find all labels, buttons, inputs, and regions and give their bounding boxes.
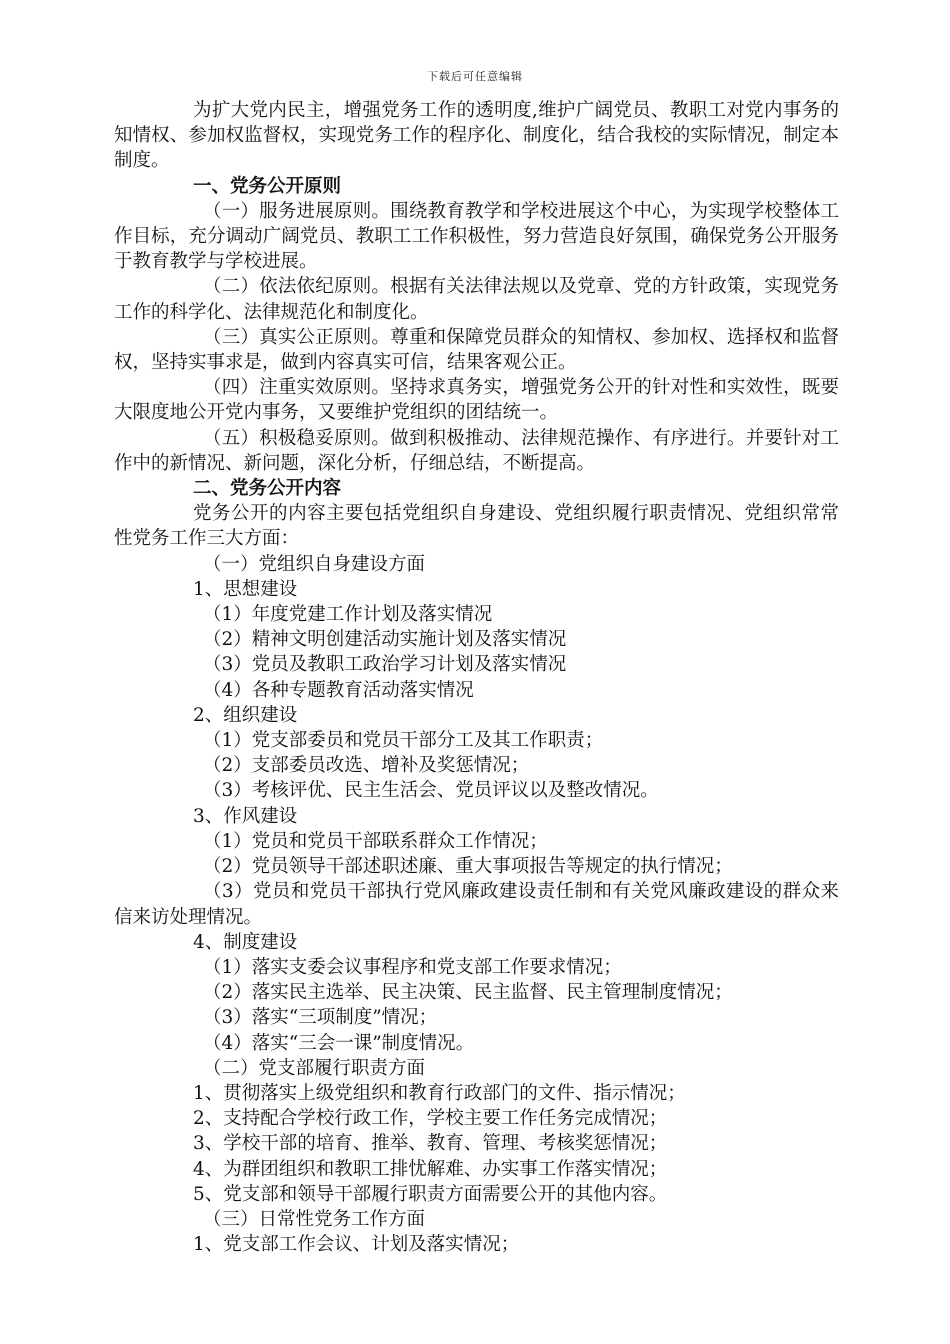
list-item: （2）支部委员改选、增补及奖惩情况； — [203, 755, 530, 777]
list-item: 1、思想建设 — [193, 578, 298, 600]
principle-paragraph-3: （三）真实公正原则。尊重和保障党员群众的知情权、参加权、选择权和监督权，坚持实事求是，做到内容真实可信，结果客观公正。 — [114, 326, 839, 374]
principle-paragraph-1: （一）服务进展原则。围绕教育教学和学校进展这个中心，为实现学校整体工作目标，充分调动广阔党员、教职工工作积极性，努力营造良好氛围，确保党务公开服务于教育教学与学校进展。 — [114, 200, 839, 273]
list-item: 3、学校干部的培育、推举、教育、管理、考核奖惩情况； — [193, 1133, 668, 1155]
list-item: （1）党支部委员和党员干部分工及其工作职责； — [203, 730, 604, 752]
principle-paragraph-4: （四）注重实效原则。坚持求真务实，增强党务公开的针对性和实效性，既要大限度地公开党内事务，又要维护党组织的团结统一。 — [114, 377, 839, 424]
list-item: （3）党员及教职工政治学习计划及落实情况 — [203, 654, 567, 676]
list-item: （1）落实支委会议事程序和党支部工作要求情况； — [203, 956, 622, 978]
list-item: 2、组织建设 — [193, 704, 298, 726]
section-heading-content: 二、党务公开内容 — [193, 478, 342, 500]
list-item: （4）各种专题教育活动落实情况 — [203, 679, 474, 701]
list-item: （2）落实民主选举、民主决策、民主监督、民主管理制度情况； — [203, 982, 733, 1004]
list-item: （1）党员和党员干部联系群众工作情况； — [203, 830, 548, 852]
section-heading-principles: 一、党务公开原则 — [193, 175, 342, 197]
principle-paragraph-5: （五）积极稳妥原则。做到积极推动、法律规范操作、有序进行。并要针对工作中的新情况、新问题，深化分析，仔细总结，不断提高。 — [114, 427, 839, 474]
list-item: 2、支持配合学校行政工作，学校主要工作任务完成情况； — [193, 1108, 668, 1130]
list-item: （4）落实“三会一课”制度情况。 — [203, 1032, 475, 1054]
list-item: 1、党支部工作会议、计划及落实情况； — [193, 1234, 520, 1256]
subsection-heading-2: （二）党支部履行职责方面 — [203, 1057, 426, 1079]
list-item: （2）精神文明创建活动实施计划及落实情况 — [203, 629, 567, 651]
list-item: 4、制度建设 — [193, 931, 298, 953]
subsection-heading-3: （三）日常性党务工作方面 — [203, 1208, 426, 1230]
list-item: 1、贯彻落实上级党组织和教育行政部门的文件、指示情况； — [193, 1082, 686, 1104]
list-item: （3）考核评优、民主生活会、党员评议以及整改情况。 — [203, 780, 659, 802]
list-item: （3）党员和党员干部执行党风廉政建设责任制和有关党风廉政建设的群众来信来访处理情况。 — [114, 881, 839, 928]
list-item: 3、作风建设 — [193, 805, 298, 827]
list-item: （3）落实“三项制度”情况； — [203, 1007, 438, 1029]
list-item: 5、党支部和领导干部履行职责方面需要公开的其他内容。 — [193, 1183, 668, 1205]
intro-paragraph: 为扩大党内民主，增强党务工作的透明度,维护广阔党员、教职工对党内事务的知情权、参加权监督权，实现党务工作的程序化、制度化，结合我校的实际情况，制定本制度。 — [114, 100, 839, 172]
header-note: 下载后可任意编辑 — [427, 70, 523, 83]
content-intro-paragraph: 党务公开的内容主要包括党组织自身建设、党组织履行职责情况、党组织常常性党务工作三大方面： — [114, 503, 839, 550]
list-item: （2）党员领导干部述职述廉、重大事项报告等规定的执行情况； — [203, 856, 733, 878]
principle-paragraph-2: （二）依法依纪原则。根据有关法律法规以及党章、党的方针政策，实现党务工作的科学化、法律规范化和制度化。 — [114, 276, 839, 323]
list-item: 4、为群团组织和教职工排忧解难、办实事工作落实情况； — [193, 1158, 668, 1180]
document-body — [114, 98, 839, 1257]
subsection-heading-1: （一）党组织自身建设方面 — [203, 553, 426, 575]
list-item: （1）年度党建工作计划及落实情况 — [203, 604, 493, 626]
